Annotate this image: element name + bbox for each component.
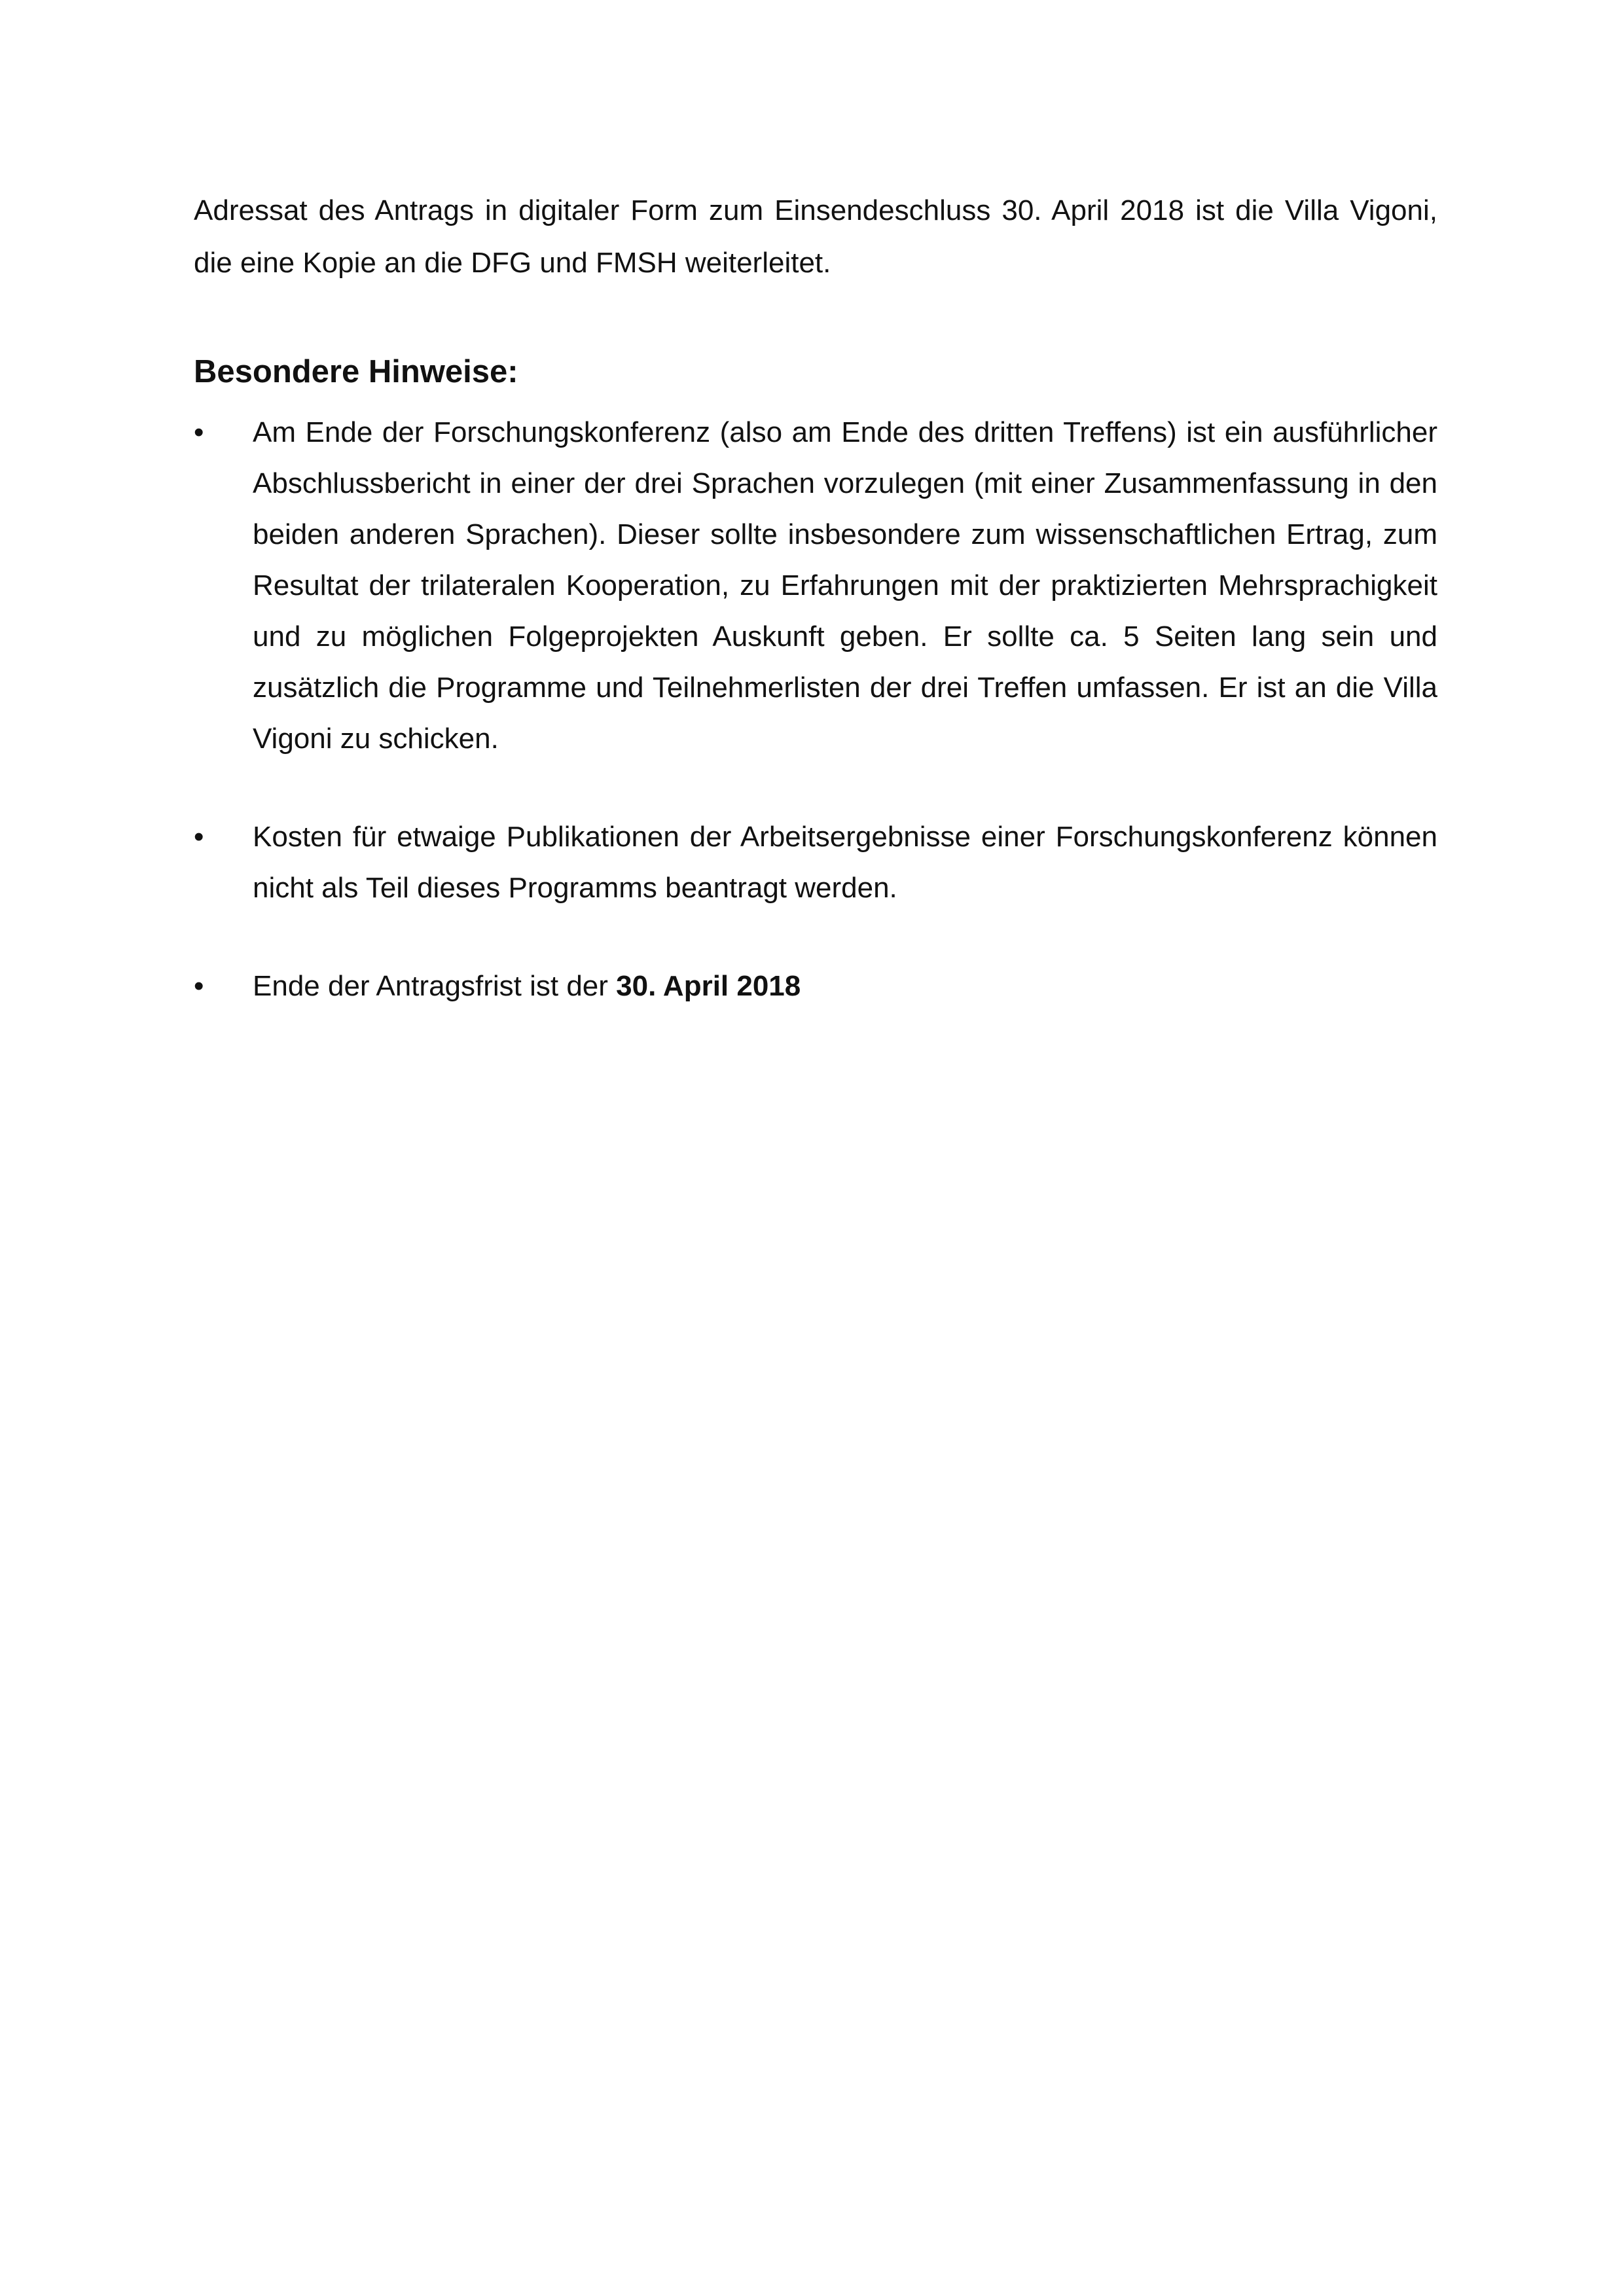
bullet-icon: •	[194, 970, 204, 1002]
document-body	[194, 185, 1437, 1012]
deadline-date: 30. April 2018	[616, 970, 801, 1002]
bullet-icon: •	[194, 821, 204, 853]
section-heading: Besondere Hinweise:	[194, 354, 518, 389]
list-item	[194, 407, 1437, 764]
bullet-icon: •	[194, 416, 204, 448]
intro-paragraph: Adressat des Antrags in digitaler Form zum Einsendeschluss 30. April 2018 ist die Villa Vigoni, die eine Kopie an die DFG und FMSH weiterleitet.	[194, 194, 1437, 279]
list-item-text: Ende der Antragsfrist ist der	[253, 970, 617, 1002]
list-item-text: Kosten für etwaige Publikationen der Arbeitsergebnisse einer Forschungskonferenz können nicht als Teil dieses Programms beantragt werden.	[253, 821, 1437, 904]
list-item-text: Am Ende der Forschungskonferenz (also am Ende des dritten Treffens) ist ein ausführlicher Abschlussbericht in einer der drei Sprachen vorzulegen (mit einer Zusammenfassung in den beiden anderen Sprachen). Dieser sollte insbesondere zum wissenschaftlichen Ertrag, zum Resultat der trilateralen Kooperation, zu Erfahrungen mit der praktizierten Mehrsprachigkeit und zu möglichen Folgeprojekten Auskunft geben. Er sollte ca. 5 Seiten lang sein und zusätzlich die Programme und Teilnehmerlisten der drei Treffen umfassen. Er ist an die Villa Vigoni zu schicken.	[253, 416, 1437, 755]
list-item	[194, 812, 1437, 914]
list-item	[194, 961, 1437, 1012]
notes-list	[194, 407, 1437, 1012]
